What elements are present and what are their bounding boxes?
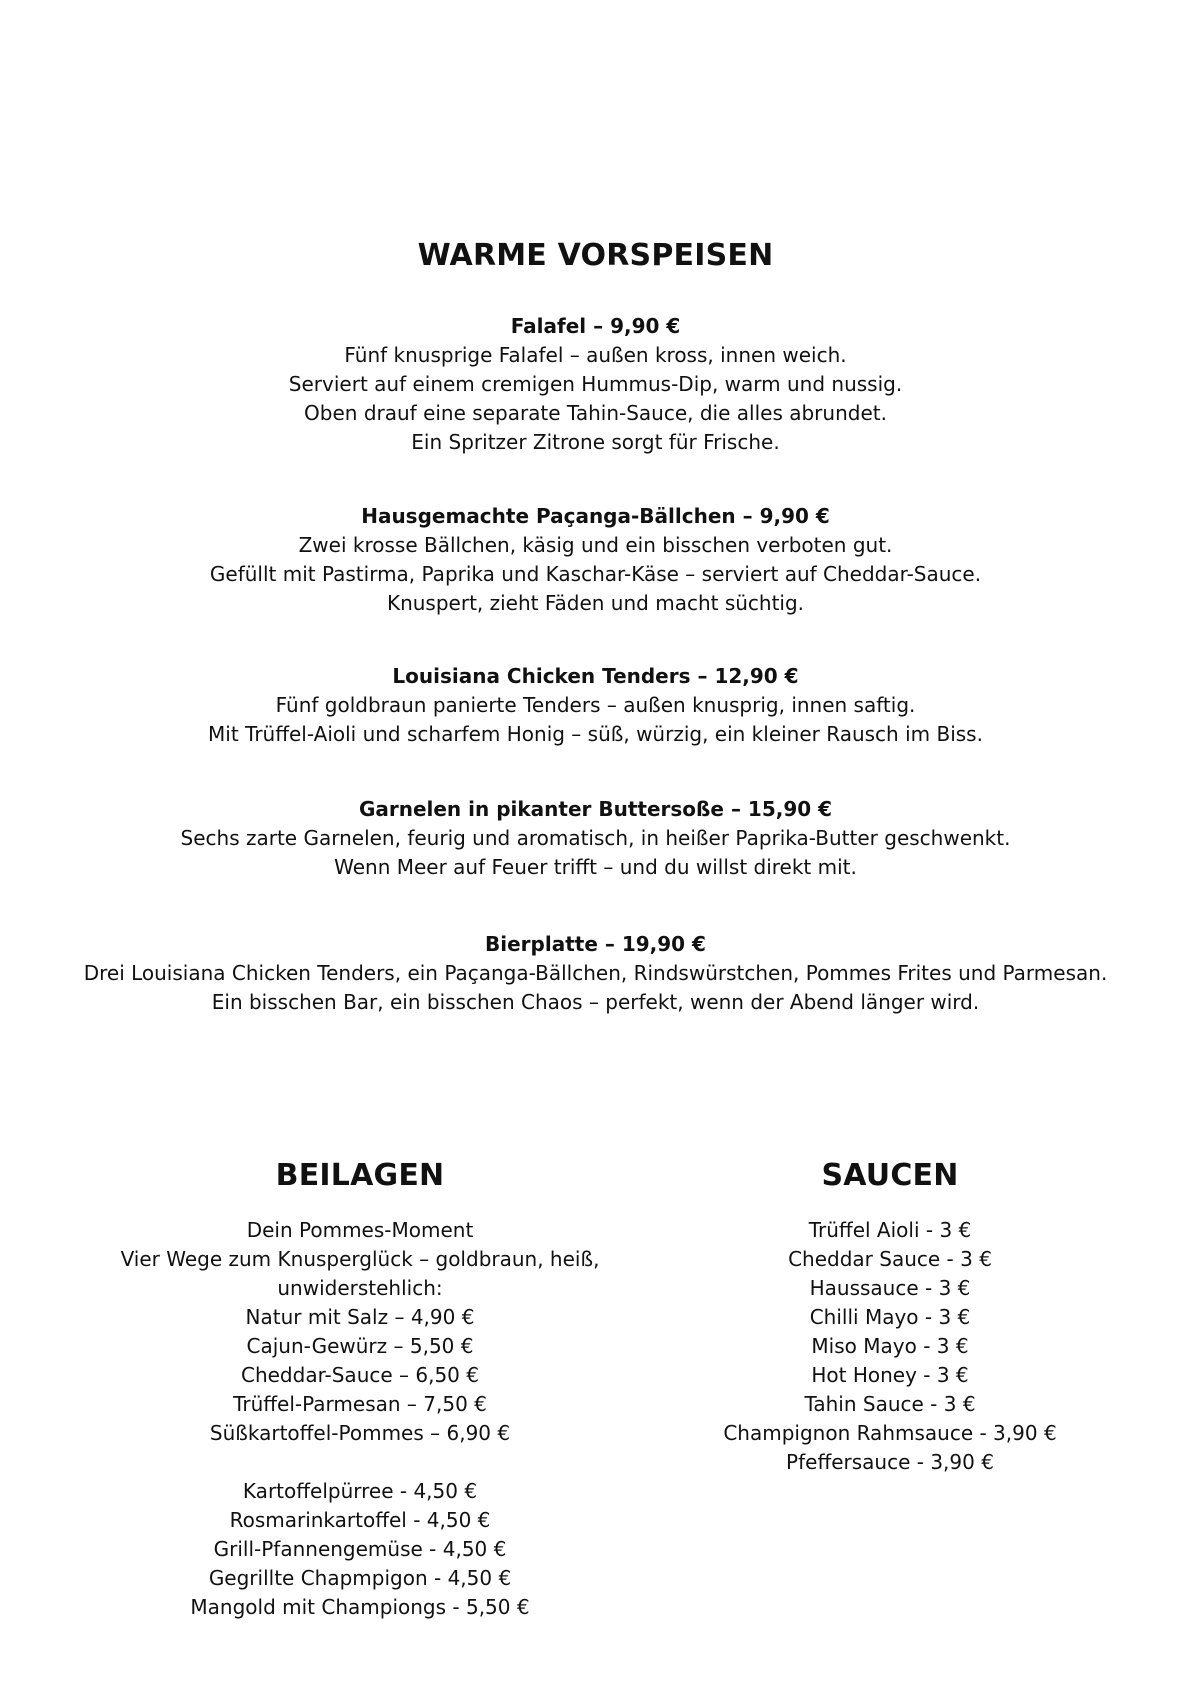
dish-description-line: Sechs zarte Garnelen, feurig und aromatisch, in heißer Paprika-Butter geschwenkt. [180,826,1011,850]
sauce-item: Hot Honey - 3 € [811,1363,969,1387]
sauce-item: Haussauce - 3 € [809,1276,971,1300]
beilagen-section [90,1158,630,1622]
side-item: Cheddar-Sauce – 6,50 € [240,1363,479,1387]
dish-description-line: Mit Trüffel-Aioli und scharfem Honig – süß, würzig, ein kleiner Rausch im Biss. [208,722,983,746]
dish-title: Falafel – 9,90 € [510,314,681,338]
side-item: Rosmarinkartoffel - 4,50 € [229,1508,491,1532]
saucen-title: SAUCEN [821,1158,959,1193]
side-item: Trüffel-Parmesan – 7,50 € [233,1392,487,1416]
spacer [90,1448,630,1477]
sauce-item: Miso Mayo - 3 € [811,1334,969,1358]
side-item: Vier Wege zum Knusperglück – goldbraun, heiß, [120,1247,600,1271]
dish-title: Louisiana Chicken Tenders – 12,90 € [392,664,799,688]
side-item: Süßkartoffel-Pommes – 6,90 € [209,1421,511,1445]
side-item: Kartoffelpürree - 4,50 € [242,1479,478,1503]
sauce-item: Chilli Mayo - 3 € [809,1305,971,1329]
dish-description-line: Fünf goldbraun panierte Tenders – außen knusprig, innen saftig. [275,693,916,717]
side-item: Cajun-Gewürz – 5,50 € [246,1334,474,1358]
dish-description-line: Zwei krosse Bällchen, käsig und ein bisschen verboten gut. [298,533,893,557]
dish-item [0,312,1191,457]
side-item: Mangold mit Championgs - 5,50 € [190,1595,530,1619]
side-item: Grill-Pfannengemüse - 4,50 € [213,1537,507,1561]
dish-description-line: Serviert auf einem cremigen Hummus-Dip, warm und nussig. [288,372,903,396]
dish-title: Garnelen in pikanter Buttersoße – 15,90 € [358,797,833,821]
dish-description-line: Gefüllt mit Pastirma, Paprika und Kaschar-Käse – serviert auf Cheddar-Sauce. [209,562,982,586]
dish-description-line: Drei Louisiana Chicken Tenders, ein Paçanga-Bällchen, Rindswürstchen, Pommes Frites und Parmesan. [83,961,1108,985]
sauce-item: Champignon Rahmsauce - 3,90 € [723,1421,1057,1445]
dish-description-line: Ein Spritzer Zitrone sorgt für Frische. [411,430,780,454]
dish-description-line: Fünf knusprige Falafel – außen kross, innen weich. [344,343,847,367]
side-item: unwiderstehlich: [277,1276,443,1300]
dish-description-line: Oben drauf eine separate Tahin-Sauce, die alles abrundet. [304,401,887,425]
dish-item [0,502,1191,618]
dish-title: Bierplatte – 19,90 € [485,932,706,956]
side-item: Dein Pommes-Moment [246,1218,474,1242]
page-title: WARME VORSPEISEN [417,238,774,273]
sauce-item: Pfeffersauce - 3,90 € [786,1450,994,1474]
sauce-item: Cheddar Sauce - 3 € [788,1247,992,1271]
dish-item [0,930,1191,1017]
dish-description-line: Ein bisschen Bar, ein bisschen Chaos – perfekt, wenn der Abend länger wird. [211,990,980,1014]
sauce-item: Tahin Sauce - 3 € [804,1392,976,1416]
dish-description-line: Knuspert, zieht Fäden und macht süchtig. [386,591,805,615]
side-item: Gegrillte Chapmpigon - 4,50 € [208,1566,512,1590]
dish-item [0,662,1191,749]
saucen-section [680,1158,1100,1477]
dish-title: Hausgemachte Paçanga-Bällchen – 9,90 € [361,504,830,528]
dish-description-line: Wenn Meer auf Feuer trifft – und du willst direkt mit. [334,855,857,879]
side-item: Natur mit Salz – 4,90 € [245,1305,475,1329]
beilagen-title: BEILAGEN [275,1158,445,1193]
dish-item [0,795,1191,882]
sauce-item: Trüffel Aioli - 3 € [808,1218,972,1242]
